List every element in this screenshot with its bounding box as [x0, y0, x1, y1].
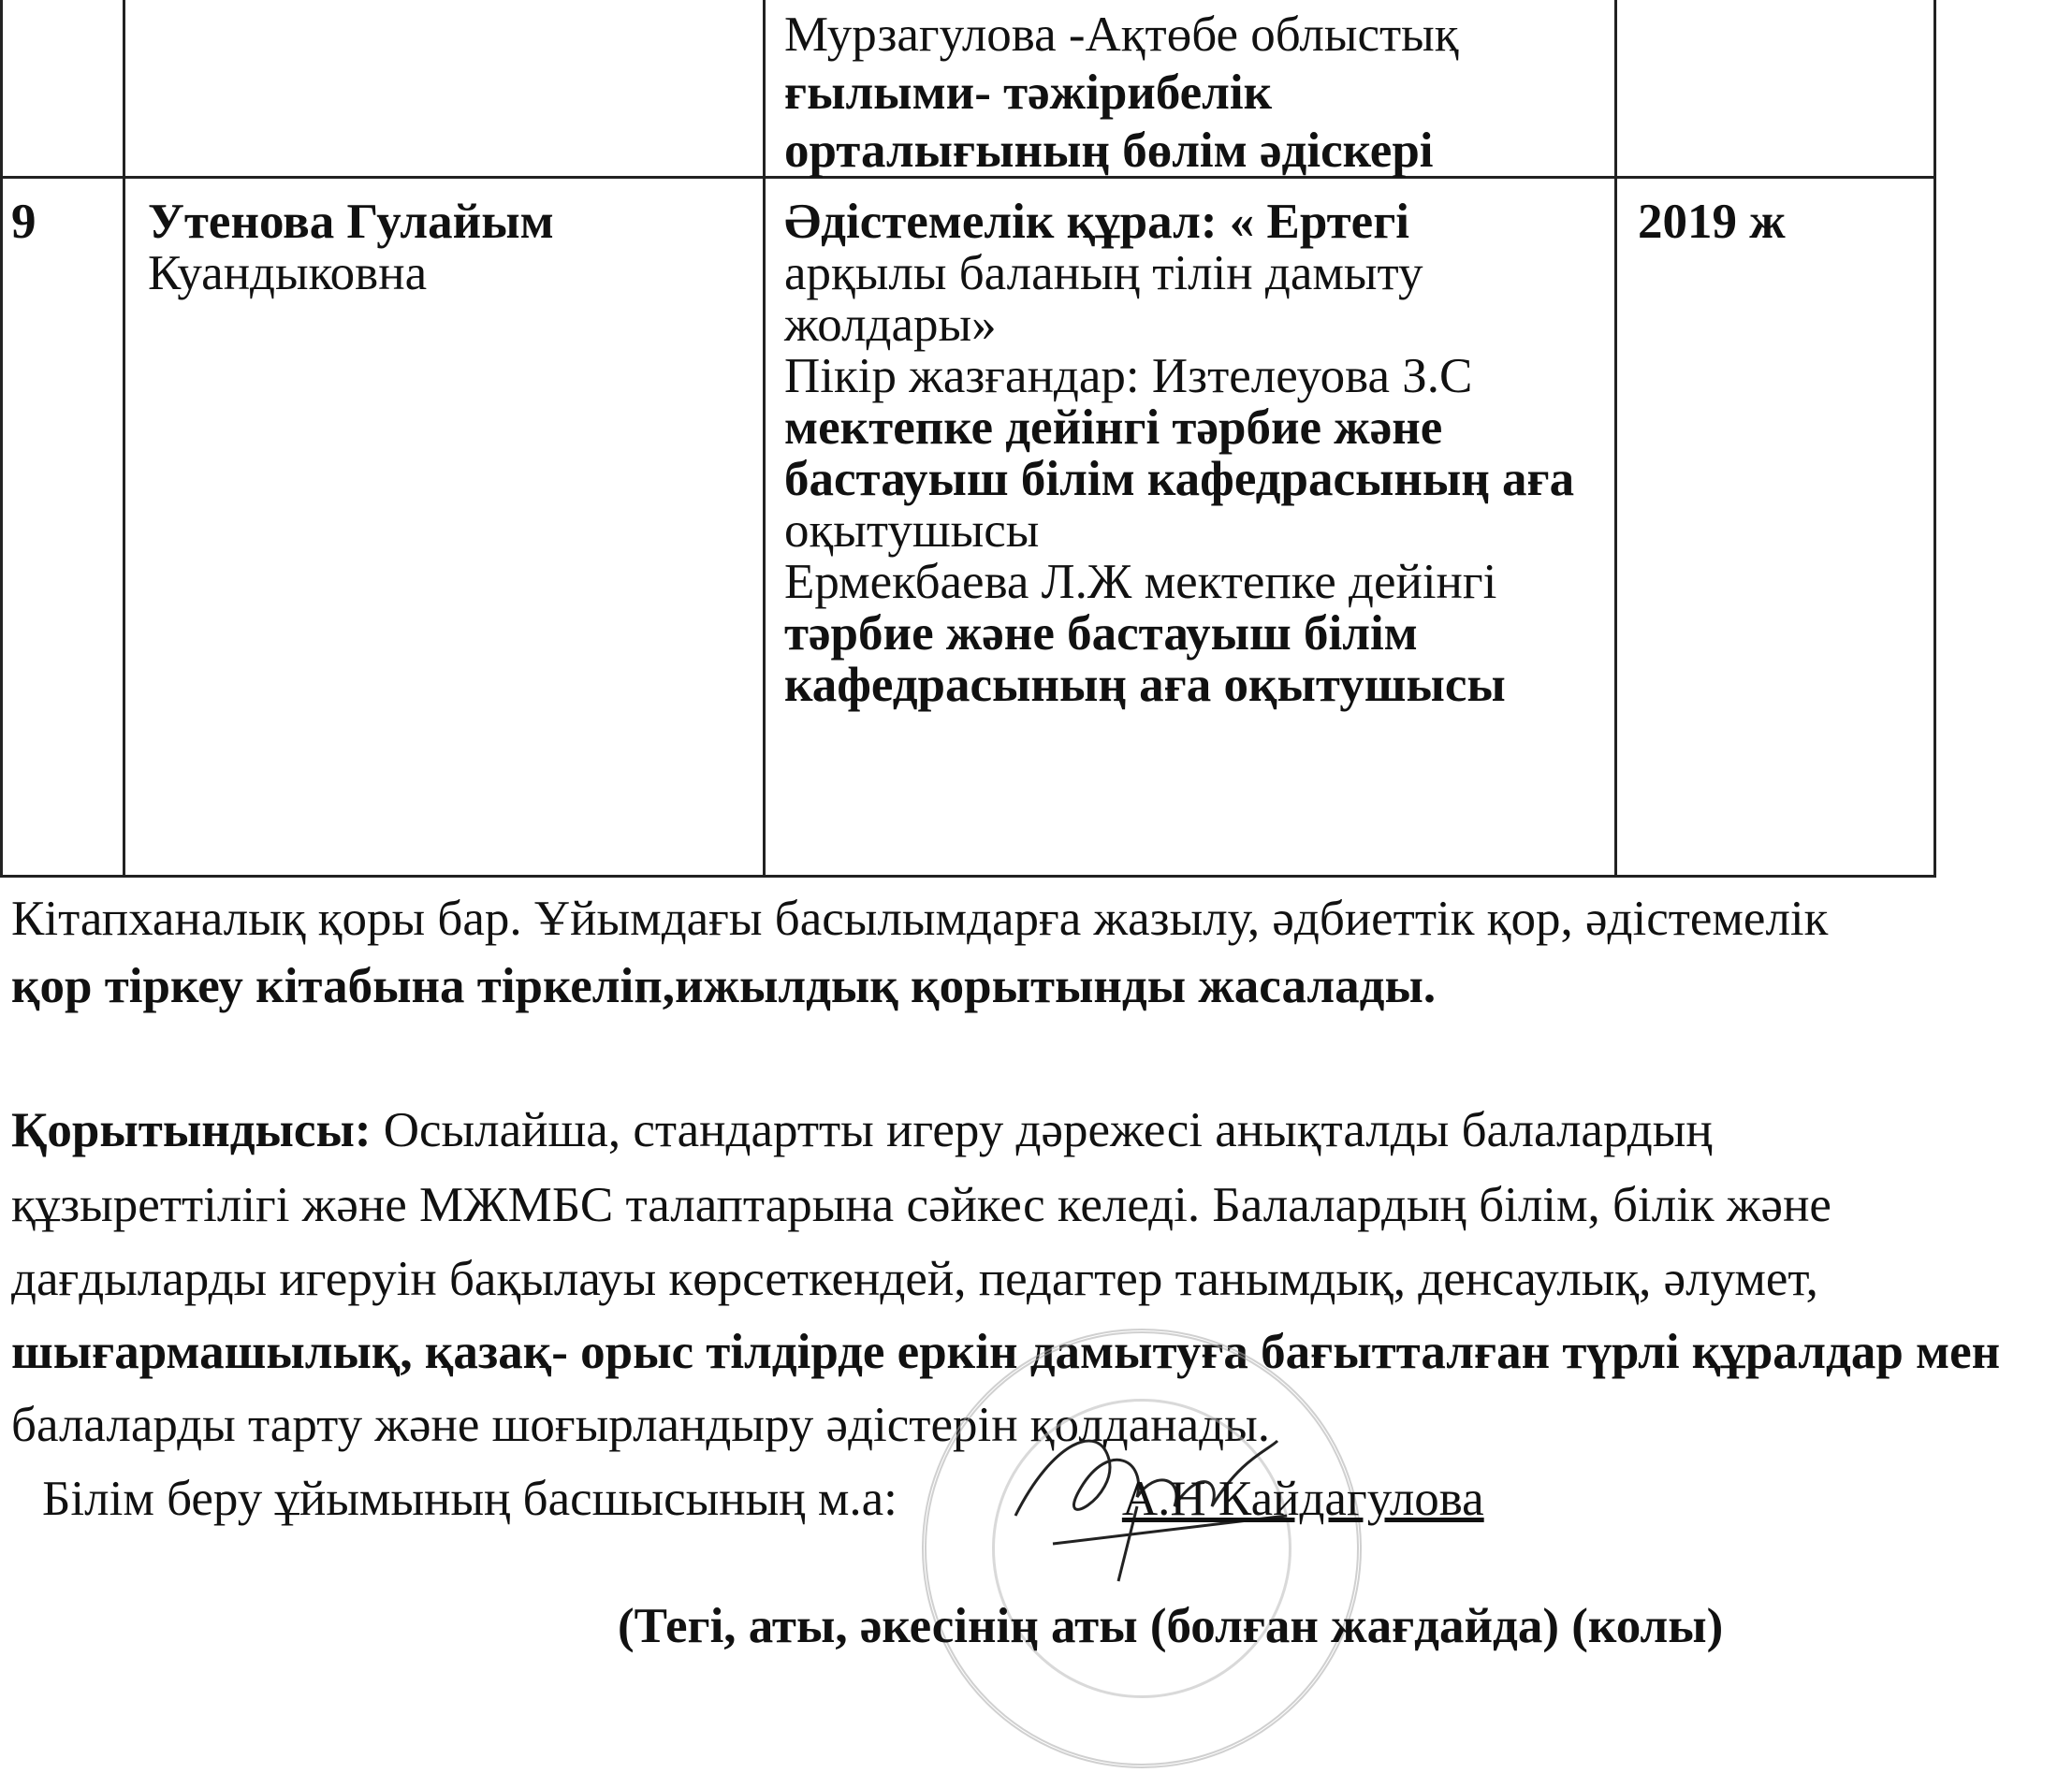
row-year: 2019 ж	[1638, 195, 1786, 249]
cell-text-line: орталығының бөлім әдіскері	[784, 124, 1434, 178]
cell-text-line: бастауыш білім кафедрасының аға	[784, 452, 1575, 506]
conclusion-label: Қорытындысы:	[11, 1103, 372, 1157]
cell-text-line: Ермекбаева Л.Ж мектепке дейінгі	[784, 555, 1497, 609]
cell-text-line: кафедрасының аға оқытушысы	[784, 658, 1506, 712]
cell-text-line: Әдістемелік құрал: « Ертегі	[784, 195, 1409, 249]
signature-name: А.Н Кайдагулова	[1121, 1472, 1484, 1526]
cell-text-line: жолдары»	[784, 298, 997, 352]
cell-text-line: Пікір жазғандар: Изтелеуова З.С	[784, 349, 1473, 403]
cell-text-line: Мурзагулова -Ақтөбе облыстық	[784, 7, 1459, 62]
conclusion-line2: құзыреттілігі және МЖМБС талаптарына сәйкес келеді. Балалардың білім, білік және	[11, 1178, 1831, 1232]
table-column-divider	[1614, 0, 1617, 876]
cell-text-line: Куандыковна	[148, 246, 428, 300]
library-paragraph-line2: қор тіркеу кітабына тіркеліп,ижылдық қорытынды жасалады.	[11, 959, 1437, 1013]
table-border-right	[1933, 0, 1936, 876]
table-column-divider	[123, 0, 125, 876]
cell-text-line: ғылыми- тәжірибелік	[784, 65, 1273, 120]
table-border-bottom	[0, 875, 1936, 878]
table-border-left	[0, 0, 3, 876]
signature-caption: (Тегі, аты, әкесінің аты (болған жағдайда) (колы)	[618, 1599, 1724, 1653]
cell-text-line: тәрбие және бастауыш білім	[784, 606, 1418, 661]
prev-row-description	[784, 6, 1459, 180]
library-paragraph-line1: Кітапханалық қоры бар. Ұйымдағы басылымдарға жазылу, әдбиеттік қор, әдістемелік	[11, 892, 1829, 946]
cell-text-line: мектепке дейінгі тәрбие және	[784, 400, 1443, 455]
row-description	[784, 196, 1574, 711]
signature-role: Білім беру ұйымының басшысының м.а:	[42, 1472, 897, 1526]
conclusion-text: Осылайша, стандартты игеру дәрежесі анықталды балалардың	[371, 1103, 1713, 1157]
row-number: 9	[11, 195, 36, 249]
cell-text-line: оқытушысы	[784, 503, 1040, 558]
conclusion-line4: шығармашылық, қазақ- орыс тілдірде еркін дамытуға бағытталған түрлі құралдар мен	[11, 1325, 2001, 1379]
table-column-divider	[763, 0, 766, 876]
cell-text-line: Утенова Гулайым	[148, 195, 554, 249]
conclusion-line5: балаларды тарту және шоғырландыру әдістерін қолданады.	[11, 1398, 1271, 1452]
signature-line	[42, 1471, 1484, 1527]
row-name	[148, 196, 554, 299]
cell-text-line: арқылы баланың тілін дамыту	[784, 246, 1423, 300]
conclusion-line3: дағдыларды игеруін бақылауы көрсеткендей, педагтер танымдық, денсаулық, әлумет,	[11, 1252, 1818, 1306]
conclusion-line1	[11, 1102, 1713, 1158]
